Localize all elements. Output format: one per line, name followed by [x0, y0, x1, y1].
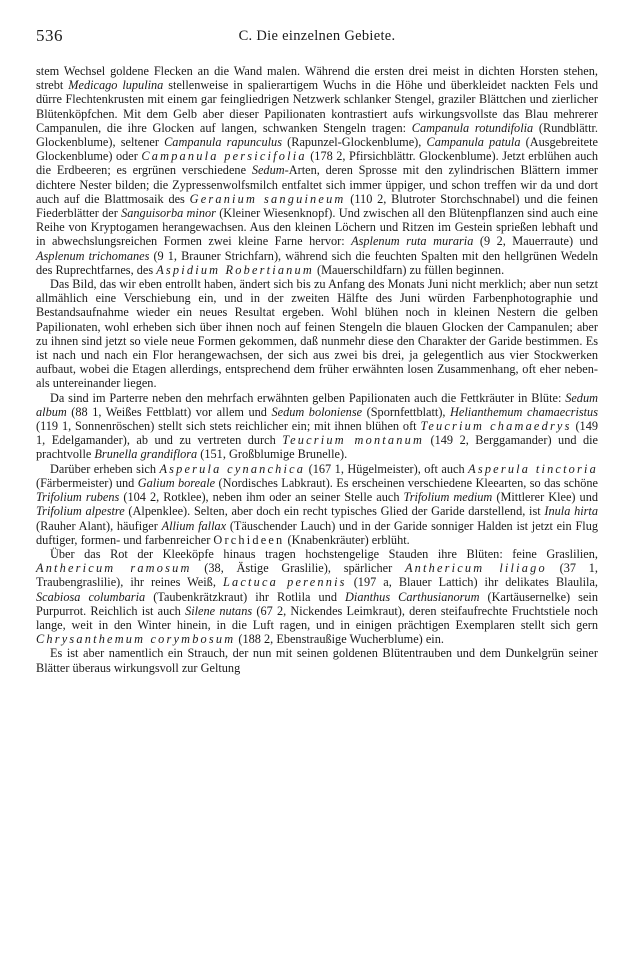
text-run: (Täuschender Lauch) und in der Garide sonniger Halden ist jetzt ein Flug duftiger, formen- und farbenreicher: [36, 518, 598, 547]
spaced-taxon-name: Chrysanthemum corymbosum: [36, 632, 236, 647]
page-header: [36, 26, 598, 48]
text-run: (Kartäusernelke) sein Purpurrot. Reichlich ist auch: [36, 589, 598, 618]
taxon-name: Trifolium alpestre: [36, 504, 125, 519]
text-run: (188 2, Ebenstraußige Wucherblume) ein.: [235, 632, 444, 647]
text-run: (37 1, Traubengraslilie), ihr reines Weiß,: [36, 561, 598, 590]
spaced-taxon-name: Geranium sanguineum: [189, 191, 346, 206]
text-run: (Mauerschildfarn) zu füllen beginnen.: [313, 262, 505, 277]
paragraph-6: [36, 646, 598, 674]
text-run: stem Wechsel goldene Flecken an die Wand malen. Während die ersten drei meist in dichten Horsten stehen, strebt: [36, 64, 598, 93]
taxon-name: Scabiosa columbaria: [36, 589, 146, 604]
paragraph-1: [36, 64, 598, 277]
taxon-name: Campanula patula: [426, 135, 521, 150]
spaced-taxon-name: Anthericum liliago: [404, 561, 547, 576]
text-run: (Knabenkräuter) erblüht.: [284, 532, 410, 547]
spaced-taxon-name: Anthericum ramosum: [36, 561, 192, 576]
taxon-name: Campanula rapunculus: [164, 135, 282, 150]
text-run: (149 2, Berggamander) und die prachtvolle: [36, 433, 599, 462]
text-run: (Taubenkrätzkraut) ihr Rotlila und: [145, 589, 346, 604]
text-run: Über das Rot der Kleeköpfe hinaus tragen hochstengelige Stauden ihre Blüten: feine Graslilien,: [50, 546, 598, 561]
spaced-taxon-name: Asperula tinctoria: [468, 461, 598, 476]
paragraph-3: [36, 391, 598, 462]
text-run: (88 1, Weißes Fettblatt) vor allem und: [66, 404, 272, 419]
spaced-taxon-name: Aspidium Robertianum: [156, 262, 314, 277]
text-run: (67 2, Nickendes Leimkraut), deren steifaufrechte Fruchtstiele noch lange, weit in den Winter hinein, in die Luft ragen, und in einigen prächtigen Exemplaren stellt sich gern: [36, 603, 599, 632]
taxon-name: Silene nutans: [185, 603, 253, 618]
spaced-taxon-name: Asperula cynanchica: [159, 461, 306, 476]
text-run: (Spornfettblatt),: [362, 404, 451, 419]
text-run: stellenweise in spalierartigem Wuchs in die Höhe und überkleidet nackten Fels und dürre Flechtenkrusten mit einem gar feingliedrigen Netzwerk schlanker Stengel, graziler Blättchen und zierlicher Blütenköpfchen. Mit dem Gelb aber dieser Papilionaten kontrastiert aufs wirkungsvollste das Blau mehrerer Campanulen, die ihre Glocken auf langen, schwanken Stengeln tragen:: [36, 78, 598, 135]
text-run: (167 1, Hügelmeister), oft auch: [305, 461, 469, 476]
text-run: (Rundblättr. Glockenblume), seltener: [36, 120, 598, 150]
taxon-name: Sanguisorba minor: [121, 206, 216, 221]
body-text: [36, 64, 598, 675]
taxon-name: Helianthemum chamaecristus: [450, 404, 598, 419]
taxon-name: Trifolium medium: [403, 490, 493, 505]
taxon-name: Dianthus Carthusianorum: [345, 589, 480, 604]
text-run: (151, Großblumige Brunelle).: [197, 447, 348, 462]
text-run: (110 2, Blutroter Storchschnabel) und die feinen Fiederblätter der: [36, 191, 599, 221]
text-run: (9 2, Mauerraute) und: [473, 234, 598, 249]
text-run: (Rapunzel-Glockenblume),: [282, 135, 427, 150]
taxon-name: Asplenum ruta muraria: [351, 234, 474, 249]
text-run: (38, Ästige Graslilie), spärlicher: [191, 561, 405, 576]
taxon-name: Campanula rotundifolia: [411, 120, 534, 135]
taxon-name: Sedum: [251, 163, 285, 178]
text-run: (178 2, Pfirsichblättr. Glockenblume). Jetzt erblühen auch die Erdbeeren; es ergrünen verschiedene: [36, 149, 598, 178]
taxon-name: Galium boreale: [137, 475, 216, 490]
spaced-taxon-name: Teucrium chamaedrys: [420, 419, 572, 434]
taxon-name: Trifolium rubens: [36, 490, 120, 505]
text-run: (Ausgebreitete Glockenblume) oder: [36, 135, 599, 164]
taxon-name: Allium fallax: [161, 518, 227, 533]
paragraph-2: [36, 277, 598, 391]
taxon-name: Medicago lupulina: [68, 78, 164, 93]
taxon-name: Sedum album: [36, 390, 598, 419]
text-run: Darüber erheben sich: [50, 461, 160, 476]
page-number: 536: [36, 26, 63, 45]
taxon-name: Brunella grandiflora: [94, 447, 198, 462]
text-run: (149 1, Edelgamander), ab und zu vertreten durch: [36, 419, 598, 448]
text-run: (104 2, Rotklee), neben ihm oder an seiner Stelle auch: [119, 490, 404, 505]
text-run: (9 1, Brauner Strichfarn), während sich die feuchten Spalten mit den hellgrünen Wedeln des Ruprechtfarnes, des: [36, 248, 598, 277]
text-run: Es ist aber namentlich ein Strauch, der nun mit seinen goldenen Blütentrauben und dem Dunkelgrün seiner Blätter überaus wirkungsvoll zur Geltung: [36, 646, 598, 675]
text-run: (Nordisches Labkraut). Es erscheinen verschiedene Kleearten, so das schöne: [215, 475, 598, 490]
taxon-name: Sedum boloniense: [271, 404, 363, 419]
spaced-taxon-name: Lactuca perennis: [222, 575, 347, 590]
spaced-taxon-name: Teucrium montanum: [282, 433, 425, 448]
text-run: (Färbermeister) und: [36, 475, 138, 490]
taxon-name: Asplenum trichomanes: [36, 248, 150, 263]
text-run: (Rauher Alant), häufiger: [36, 518, 162, 533]
text-run: (Alpenklee). Selten, aber doch ein recht typisches Glied der Garide darstellend, ist: [124, 504, 545, 519]
spaced-taxon-name: Campanula persicifolia: [141, 149, 307, 164]
text-run: (Kleiner Wiesenknopf). Und zwischen all den Blütenpflanzen sind auch eine Reihe von Kryptogamen herangewachsen. Aus den kleinen Löchern und Ritzen im Gestein sprießen lebhaft und in abwechslungsreichen Formen zwei kleine Farne hervor:: [36, 206, 598, 249]
text-run: (197 a, Blauer Lattich) ihr delikates Blaulila,: [346, 575, 598, 590]
text-run: -Arten, deren Sprosse mit den zylindrischen Blättern immer dichtere Nester bilden; die Zypressenwolfsmilch entfaltet sich immer üppiger, und schon treffen wir da und dort auch auf die Blattmosaik des: [36, 163, 599, 206]
text-run: Da sind im Parterre neben den mehrfach erwähnten gelben Papilionaten auch die Fettkräuter in Blüte:: [50, 390, 566, 405]
text-run: Das Bild, das wir eben entrollt haben, ändert sich bis zu Anfang des Monats Juni nicht merklich; aber nun setzt allmählich eine Verschiebung ein, und in der zweiten Hälfte des Juni würden Farbenphotographie und Bestandsaufnahme wieder ein neues Resultat ergeben. Wohl blühen noch in kleinen Nestern die gelben Papilionaten, wohl erheben sich über ihnen noch auf feinen Stengeln die blauen Glocken der Campanulen; aber zu ihnen sind jetzt so viele neue Formen gekommen, daß nunmehr diese den Charakter der Garide bestimmen. Es ist nach und nach ein Flor herangewachsen, der sich aus zwei bis drei, ja gelegentlich aus vier Stockwerken aufbaut, wobei die Etagen allerdings, entsprechend dem früher erwähnten losen Zusammenhang, oft eher neben- als untereinander liegen.: [36, 277, 598, 391]
text-run: (Mittlerer Klee) und: [492, 490, 599, 505]
taxon-name: Inula hirta: [544, 504, 598, 519]
running-head: C. Die einzelnen Gebiete.: [238, 28, 396, 44]
paragraph-4: [36, 462, 598, 547]
text-run: (119 1, Sonnenröschen) stellt sich stets reichlicher ein; mit ihnen blühen oft: [36, 419, 421, 434]
spaced-term: Orchideen: [213, 532, 285, 547]
paragraph-5: [36, 547, 598, 646]
